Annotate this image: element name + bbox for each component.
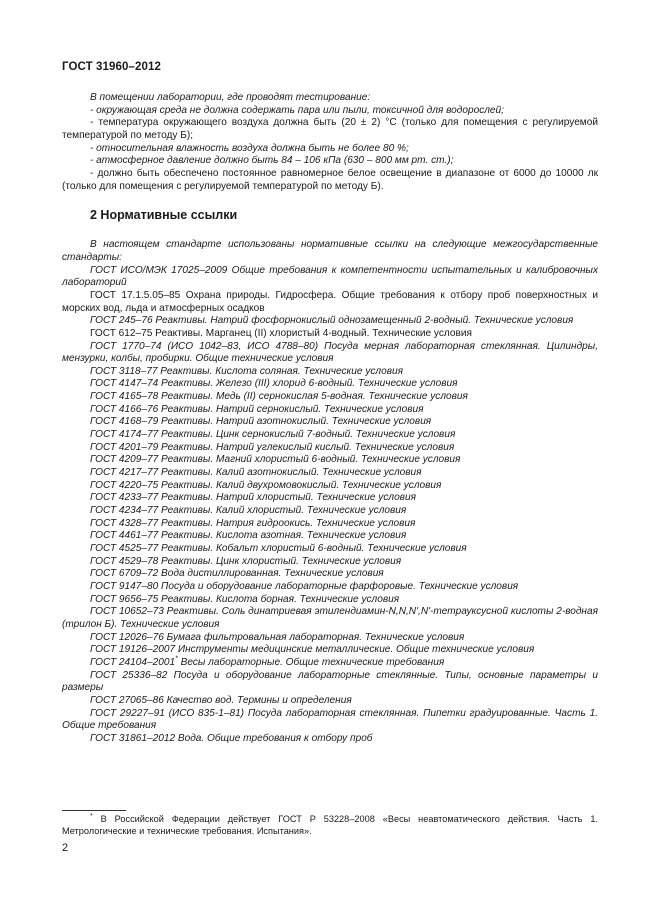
- page-header: ГОСТ 31960–2012: [62, 61, 162, 73]
- reference-item: ГОСТ 4461–77 Реактивы. Кислота азотная. Технические условия: [90, 530, 407, 542]
- reference-item: ГОСТ 4529–78 Реактивы. Цинк хлористый. Технические условия: [90, 555, 402, 567]
- page-body: [62, 92, 598, 746]
- reference-item: ГОСТ 4174–77 Реактивы. Цинк сернокислый 7-водный. Технические условия: [90, 429, 456, 441]
- reference-code: ГОСТ 24104–2001: [90, 656, 176, 668]
- reference-item: ГОСТ 4201–79 Реактивы. Натрий углекислый кислый. Технические условия: [90, 441, 455, 453]
- page-number: 2: [62, 842, 69, 854]
- intro-item: - окружающая среда не должна содержать пара или пыли, токсичной для водорослей;: [90, 104, 504, 116]
- section-heading: 2 Нормативные ссылки: [90, 208, 238, 223]
- reference-item: ГОСТ 4147–74 Реактивы. Железо (III) хлорид 6-водный. Технические условия: [90, 378, 458, 390]
- reference-item: ГОСТ 10652–73 Реактивы. Соль динатриевая этилендиамин-N,N,N',N'-тетрауксусной кислоты 2-водная (трилон Б). Технические условия: [62, 606, 598, 630]
- reference-item: ГОСТ 4220–75 Реактивы. Калий двухромовокислый. Технические условия: [90, 479, 442, 491]
- reference-item: ГОСТ 9656–75 Реактивы. Кислота борная. Технические условия: [90, 593, 400, 605]
- footnote-mark: *: [90, 812, 93, 820]
- reference-item: ГОСТ 31861–2012 Вода. Общие требования к отбору проб: [90, 732, 373, 744]
- reference-item: ГОСТ 612–75 Реактивы. Марганец (II) хлористый 4-водный. Технические условия: [90, 327, 472, 339]
- reference-item: ГОСТ 19126–2007 Инструменты медицинские металлические. Общие технические условия: [90, 644, 535, 656]
- reference-item: ГОСТ 27065–86 Качество вод. Термины и определения: [90, 694, 352, 706]
- intro-item: - относительная влажность воздуха должна быть не более 80 %;: [90, 142, 409, 154]
- refs-intro: В настоящем стандарте использованы нормативные ссылки на следующие межгосударственные стандарты:: [62, 239, 598, 263]
- intro-item: - должно быть обеспечено постоянное равномерное белое освещение в диапазоне от 6000 до 10000 лк (только для помещения с регулируемой температурой по методу Б).: [62, 167, 598, 192]
- reference-item: ГОСТ 245–76 Реактивы. Натрий фосфорнокислый однозамещенный 2-водный. Технические условия: [90, 315, 574, 327]
- reference-item: ГОСТ 29227–91 (ИСО 835-1–81) Посуда лабораторная стеклянная. Пипетки градуированные. Часть 1. Общие требования: [62, 707, 598, 732]
- footnote-separator: [62, 810, 126, 811]
- reference-title: Весы лабораторные. Общие технические требования: [177, 656, 445, 668]
- reference-item: ГОСТ 3118–77 Реактивы. Кислота соляная. Технические условия: [90, 365, 403, 377]
- reference-item-24104: [62, 657, 598, 670]
- reference-item: ГОСТ 4165–78 Реактивы. Медь (II) сернокислая 5-водная. Технические условия: [90, 391, 468, 403]
- reference-item: ГОСТ 4233–77 Реактивы. Натрий хлористый. Технические условия: [90, 492, 416, 504]
- reference-item: ГОСТ 4168–79 Реактивы. Натрий азотнокислый. Технические условия: [90, 416, 432, 428]
- reference-item: ГОСТ 4166–76 Реактивы. Натрий сернокислый. Технические условия: [90, 403, 424, 415]
- footnote-text: В Российской Федерации действует ГОСТ Р 53228–2008 «Весы неавтоматического действия. Часть 1. Метрологические и технические требования. Испытания».: [62, 814, 598, 836]
- footnote-marker: *: [175, 655, 178, 663]
- reference-item: ГОСТ 4525–77 Реактивы. Кобальт хлористый 6-водный. Технические условия: [90, 543, 467, 554]
- reference-item: ГОСТ 4209–77 Реактивы. Магний хлористый 6-водный. Технические условия: [90, 454, 461, 466]
- reference-item: ГОСТ 1770–74 (ИСО 1042–83, ИСО 4788–80) Посуда мерная лабораторная стеклянная. Цилиндры, мензурки, колбы, пробирки. Общие технические условия: [62, 340, 598, 365]
- footnote: [62, 813, 598, 837]
- reference-item: ГОСТ ИСО/МЭК 17025–2009 Общие требования к компетентности испытательных и калибровочных лабораторий: [62, 264, 598, 289]
- reference-item: ГОСТ 25336–82 Посуда и оборудование лабораторные стеклянные. Типы, основные параметры и размеры: [62, 669, 598, 694]
- reference-item: ГОСТ 4234–77 Реактивы. Калий хлористый. Технические условия: [90, 505, 407, 517]
- reference-item: ГОСТ 12026–76 Бумага фильтровальная лабораторная. Технические условия: [90, 631, 465, 643]
- reference-item: ГОСТ 4217–77 Реактивы. Калий азотнокислый. Технические условия: [90, 467, 422, 479]
- reference-item: ГОСТ 17.1.5.05–85 Охрана природы. Гидросфера. Общие требования к отбору проб поверхностных и морских вод, льда и атмосферных осадков: [62, 289, 598, 314]
- intro-item: - температура окружающего воздуха должна быть (20 ± 2) °С (только для помещения с регулируемой температурой по методу Б);: [62, 117, 598, 141]
- reference-item: ГОСТ 6709–72 Вода дистиллированная. Технические условия: [90, 568, 384, 580]
- intro-paragraph: В помещении лаборатории, где проводят тестирование:: [90, 92, 371, 103]
- reference-item: ГОСТ 9147–80 Посуда и оборудование лабораторные фарфоровые. Технические условия: [90, 580, 519, 592]
- reference-item: ГОСТ 4328–77 Реактивы. Натрия гидроокись. Технические условия: [90, 517, 416, 529]
- intro-item: - атмосферное давление должно быть 84 – 106 кПа (630 – 800 мм рт. ст.);: [90, 155, 454, 167]
